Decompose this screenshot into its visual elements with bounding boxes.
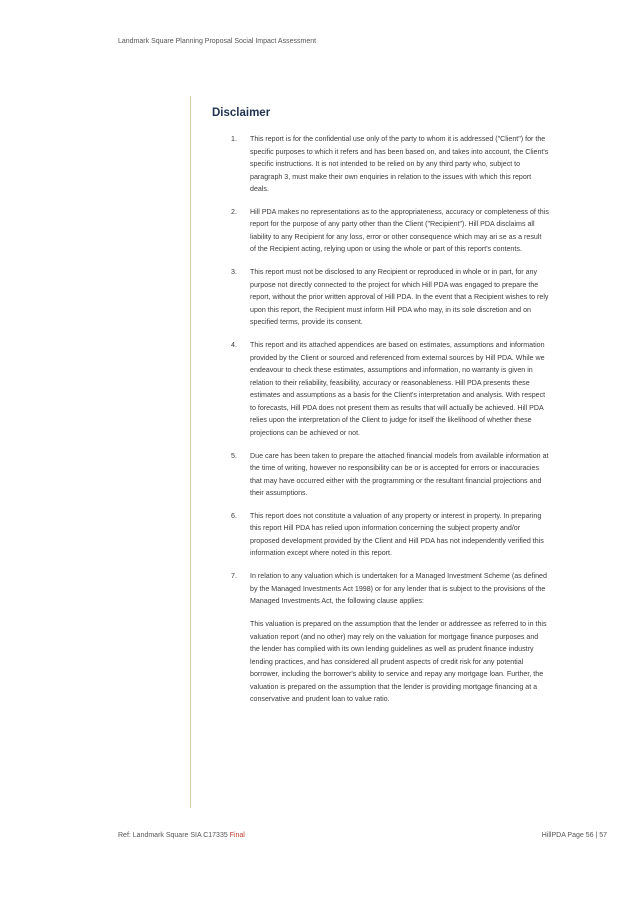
running-header: Landmark Square Planning Proposal Social Impact Assessment — [118, 38, 317, 45]
item-text: This report and its attached appendices are based on estimates, assumptions and information provided by the Client or sourced and referenced from external sources by Hill PDA. While we endeavour to check these estimates, assumptions and information, no warranty is given in relation to their reliability, feasibility, accuracy or reasonableness. Hill PDA presents these estimates and assumptions as a basis for the Client's interpretation and analysis. With respect to forecasts, Hill PDA does not present them as results that will actually be achieved. Hill PDA relies upon the interpretation of the Client to judge for itself the likelihood of whether these projections can be achieved or not. — [250, 341, 546, 437]
disclaimer-list — [231, 133, 549, 716]
section-title: Disclaimer — [212, 107, 271, 119]
item-number: 3. — [231, 268, 237, 277]
item-text: In relation to any valuation which is undertaken for a Managed Investment Scheme (as defined by the Managed Investments Act 1998) or for any lender that is subject to the provisions of the Managed Investments Act, the following clause applies: — [250, 572, 547, 606]
disclaimer-item-2 — [231, 206, 549, 256]
footer-page-number: HillPDA Page 56 | 57 — [541, 832, 607, 839]
footer-reference — [118, 832, 245, 839]
item-text: This report must not be disclosed to any Recipient or reproduced in whole or in part, for any purpose not directly connected to the project for which Hill PDA was engaged to prepare the report, without the prior written approval of Hill PDA. In the event that a Recipient wishes to rely upon this report, the Recipient must inform Hill PDA who may, in its sole discretion and on specified terms, provide its consent. — [250, 268, 549, 327]
footer-status: Final — [229, 832, 245, 839]
item-number: 1. — [231, 135, 237, 143]
margin-rule — [190, 96, 191, 808]
item-number: 2. — [231, 207, 237, 216]
disclaimer-item-3 — [231, 266, 549, 329]
item-number: 4. — [231, 341, 237, 350]
item-text: Hill PDA makes no representations as to the appropriateness, accuracy or completeness of this report for the purpose of any party other than the Client ("Recipient"). Hill PDA disclaims all liability to any Recipient for any loss, error or other consequence which may ari se as a result of the Recipient acting, relying upon or using the whole or part of this report's contents. — [250, 207, 549, 254]
item-clause-text: This valuation is prepared on the assumption that the lender or addressee as referred to in this valuation report (and no other) may rely on the valuation for mortgage finance purposes and the lender has complied with its own lending guidelines as well as prudent finance industry lending practices, and has considered all prudent aspects of credit risk for any potential borrower, including the borrower's ability to service and repay any mortgage loan. Further, the valuation is prepared on the assumption that the lender is providing mortgage financing at a conservative and prudent loan to value ratio. — [250, 620, 547, 704]
item-text: Due care has been taken to prepare the attached financial models from available information at the time of writing, however no responsibility can be or is accepted for errors or inaccuracies that may have occurred either with the programming or the resultant financial projections and their assumptions. — [250, 451, 549, 498]
item-text: This report does not constitute a valuation of any property or interest in property. In preparing this report Hill PDA has relied upon information concerning the subject property and/or proposed development provided by the Client and Hill PDA has not independently verified this information except where noted in this report. — [250, 511, 544, 558]
item-number: 7. — [231, 572, 237, 581]
disclaimer-item-4 — [231, 339, 549, 439]
disclaimer-item-5 — [231, 450, 549, 500]
disclaimer-item-7 — [231, 570, 549, 705]
disclaimer-item-1 — [231, 133, 549, 196]
footer-ref-text: Ref: Landmark Square SIA C17335 — [118, 832, 228, 839]
disclaimer-item-6 — [231, 510, 549, 560]
item-text: This report is for the confidential use only of the party to whom it is addressed ("Client") for the specific purposes to which it refers and has been based on, and takes into account, the Client's specific instructions. It is not intended to be relied on by any third party who, subject to paragraph 3, must make their own enquiries in relation to the issues with which this report deals. — [250, 135, 549, 193]
item-number: 6. — [231, 511, 237, 520]
item-number: 5. — [231, 451, 237, 460]
